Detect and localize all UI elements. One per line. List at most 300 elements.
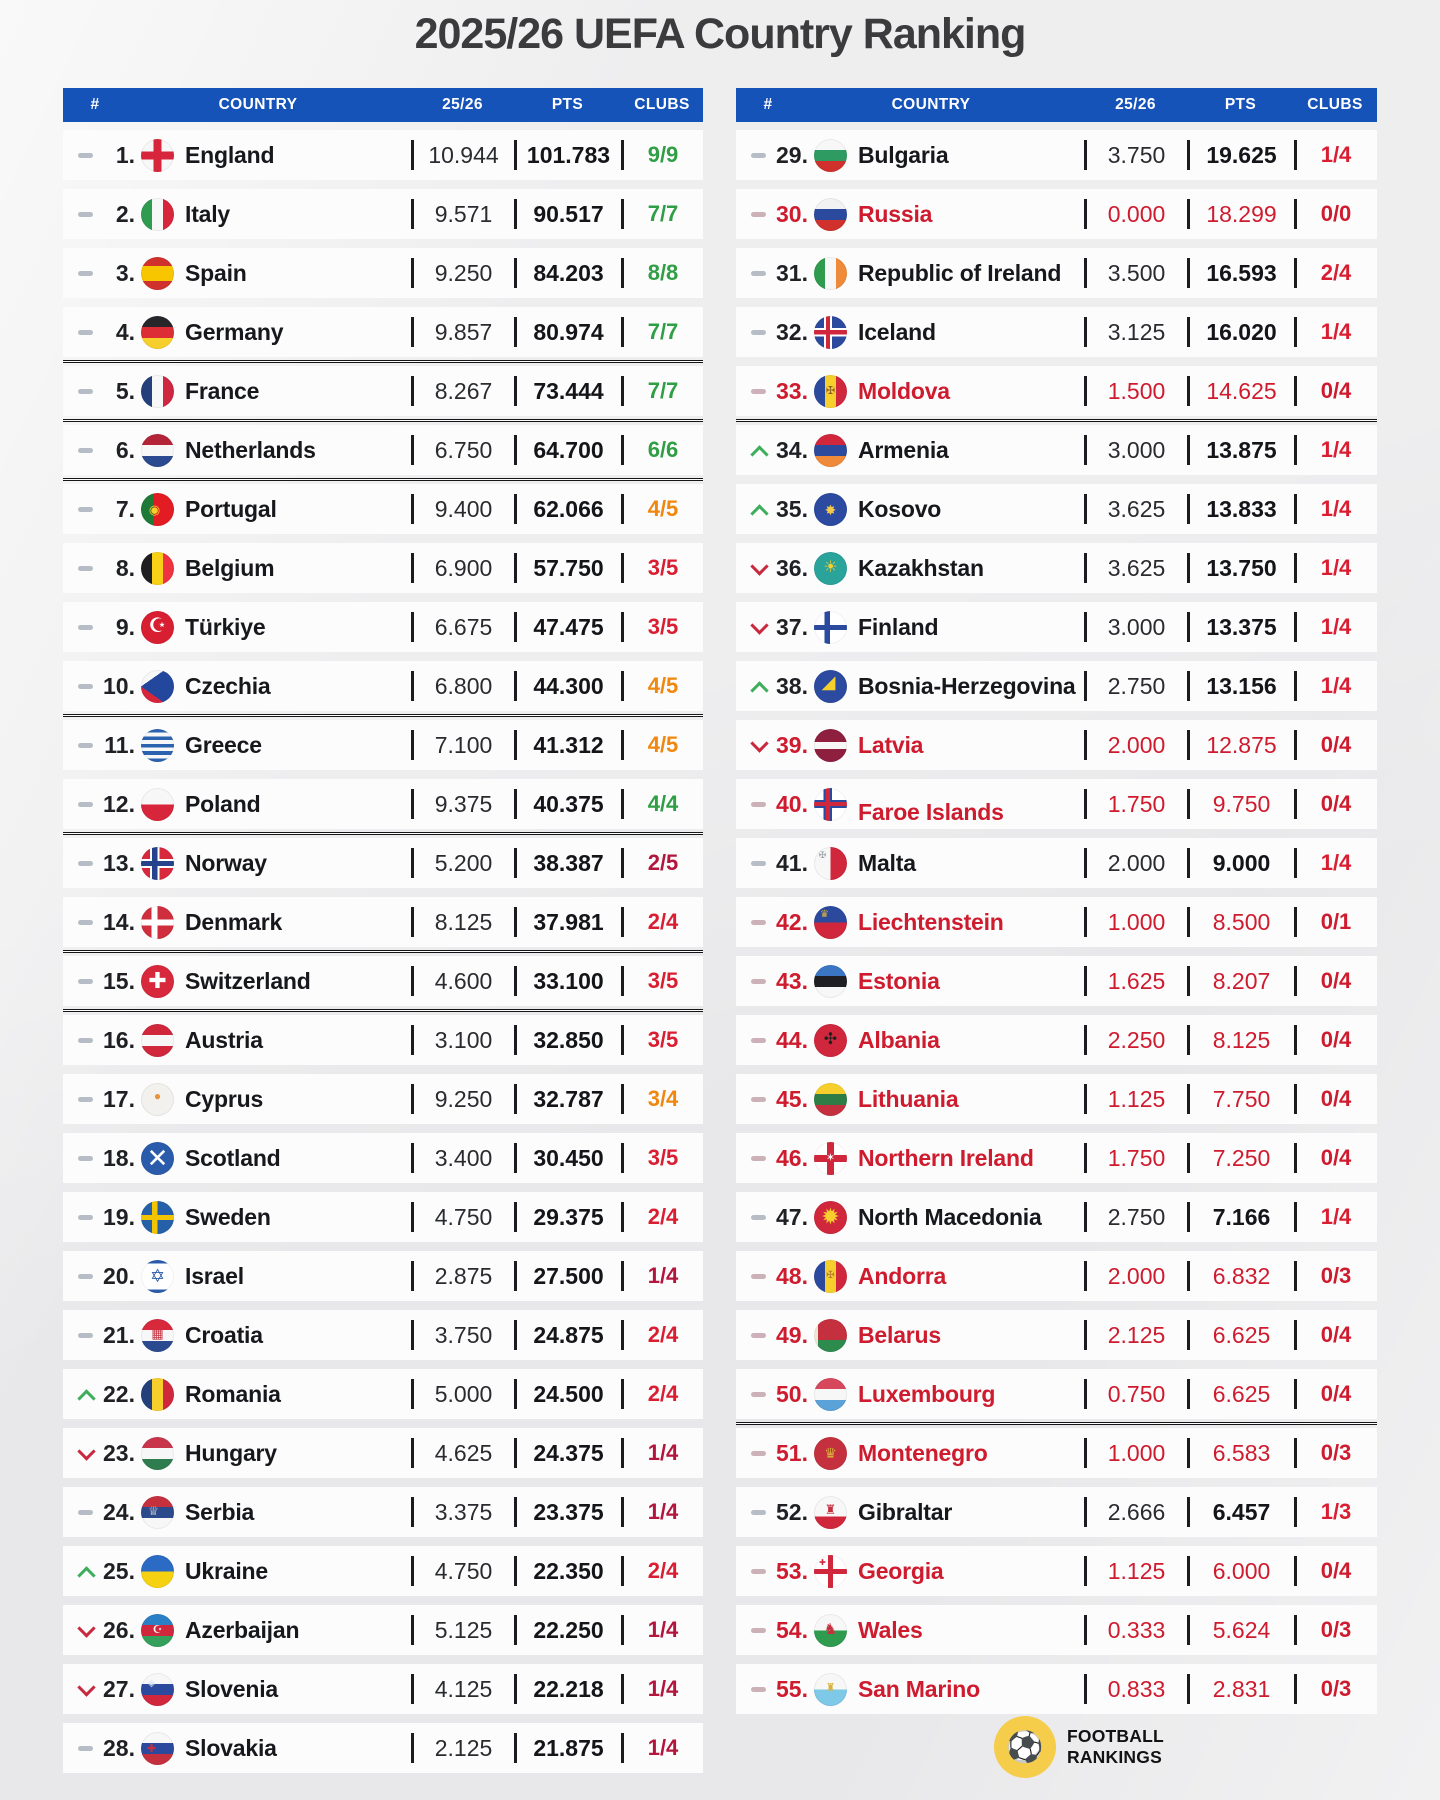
season-points: 0.833 <box>1107 1676 1166 1702</box>
season-points: 9.400 <box>434 496 493 522</box>
total-points: 6.832 <box>1212 1263 1271 1289</box>
clubs-remaining: 7/7 <box>647 378 679 403</box>
flag-emblem-icon: ✠ <box>825 384 836 397</box>
clubs-remaining: 2/4 <box>1320 260 1352 285</box>
country-name: Germany <box>185 319 284 345</box>
flag-emblem-icon: ◈ <box>147 1678 156 1689</box>
rank-number: 41. <box>776 850 808 876</box>
table-row <box>63 425 703 475</box>
country-name: Scotland <box>185 1145 281 1171</box>
table-row <box>736 1251 1377 1301</box>
clubs-remaining: 3/5 <box>647 614 679 639</box>
table-row <box>736 484 1377 534</box>
total-points: 62.066 <box>533 496 604 522</box>
total-points: 44.300 <box>533 673 604 699</box>
clubs-remaining: 4/5 <box>647 673 679 698</box>
clubs-remaining: 0/4 <box>1320 1027 1352 1052</box>
clubs-remaining: 0/4 <box>1320 378 1352 403</box>
country-name: Finland <box>858 614 939 640</box>
clubs-remaining: 1/4 <box>1320 142 1352 167</box>
country-flag-icon <box>141 434 174 467</box>
flag-emblem-icon <box>141 1378 174 1411</box>
table-row <box>736 1310 1377 1360</box>
total-points: 27.500 <box>533 1263 604 1289</box>
season-points: 8.267 <box>434 378 493 404</box>
country-flag-icon <box>141 729 174 762</box>
country-flag-icon <box>814 1260 847 1293</box>
country-name: Republic of Ireland <box>858 260 1062 286</box>
flag-emblem-icon: ☪ <box>152 1623 163 1636</box>
rank-number: 15. <box>103 968 135 994</box>
flag-emblem-icon: ▦ <box>151 1325 164 1341</box>
season-points: 3.100 <box>434 1027 493 1053</box>
table-row <box>736 189 1377 239</box>
clubs-remaining: 1/4 <box>1320 850 1352 875</box>
country-name: Austria <box>185 1027 263 1053</box>
brand-footer <box>994 1716 1164 1778</box>
country-name: Italy <box>185 201 231 227</box>
table-row <box>736 307 1377 357</box>
total-points: 38.387 <box>533 850 604 876</box>
table-row <box>63 602 703 652</box>
country-name: England <box>185 142 275 168</box>
table-row <box>63 543 703 593</box>
rank-number: 34. <box>776 437 808 463</box>
flag-emblem-icon <box>814 729 847 762</box>
flag-emblem-icon <box>141 434 174 467</box>
country-flag-icon <box>141 788 174 821</box>
total-points: 13.156 <box>1206 673 1277 699</box>
rank-number: 5. <box>115 378 135 404</box>
country-name: Romania <box>185 1381 281 1407</box>
country-flag-icon <box>141 198 174 231</box>
clubs-remaining: 0/4 <box>1320 1145 1352 1170</box>
season-points: 2.250 <box>1107 1027 1166 1053</box>
total-points: 6.625 <box>1212 1322 1271 1348</box>
rank-number: 42. <box>776 909 808 935</box>
clubs-remaining: 4/5 <box>647 732 679 757</box>
rank-number: 17. <box>103 1086 135 1112</box>
clubs-remaining: 1/4 <box>1320 437 1352 462</box>
country-name: Denmark <box>185 909 283 935</box>
season-points: 3.625 <box>1107 555 1166 581</box>
rank-number: 13. <box>103 850 135 876</box>
table-row <box>63 189 703 239</box>
brand-line-2: RANKINGS <box>1067 1747 1162 1767</box>
total-points: 9.000 <box>1212 850 1271 876</box>
country-flag-icon <box>141 611 174 644</box>
country-flag-icon <box>141 1732 174 1765</box>
rank-number: 43. <box>776 968 808 994</box>
season-points: 2.125 <box>434 1735 493 1761</box>
rank-number: 47. <box>776 1204 808 1230</box>
season-points: 6.675 <box>434 614 493 640</box>
total-points: 101.783 <box>526 142 611 168</box>
total-points: 16.593 <box>1206 260 1277 286</box>
total-points: 41.312 <box>533 732 604 758</box>
table-row <box>736 1015 1377 1065</box>
clubs-remaining: 1/3 <box>1320 1499 1352 1524</box>
country-name: Netherlands <box>185 437 316 463</box>
flag-emblem-icon <box>814 1319 847 1352</box>
table-row <box>63 838 703 888</box>
rank-number: 55. <box>776 1676 808 1702</box>
country-name: Luxembourg <box>858 1381 996 1407</box>
table-header <box>63 88 703 122</box>
total-points: 14.625 <box>1206 378 1277 404</box>
country-flag-icon <box>814 729 847 762</box>
season-points: 1.625 <box>1107 968 1166 994</box>
country-flag-icon <box>814 788 847 821</box>
flag-emblem-icon <box>141 316 174 349</box>
clubs-remaining: 1/4 <box>647 1499 679 1524</box>
country-name: Poland <box>185 791 261 817</box>
country-name: Sweden <box>185 1204 271 1230</box>
rank-number: 54. <box>776 1617 808 1643</box>
header-pts: PTS <box>1224 96 1257 113</box>
rank-number: 18. <box>103 1145 135 1171</box>
total-points: 24.875 <box>533 1322 604 1348</box>
clubs-remaining: 2/4 <box>647 909 679 934</box>
total-points: 30.450 <box>533 1145 604 1171</box>
table-header <box>736 88 1377 122</box>
flag-emblem-icon <box>814 1378 847 1411</box>
country-flag-icon <box>141 1201 174 1234</box>
table-row <box>736 779 1377 829</box>
season-points: 6.800 <box>434 673 493 699</box>
season-points: 4.125 <box>434 1676 493 1702</box>
table-row <box>63 1546 703 1596</box>
country-flag-icon <box>814 257 847 290</box>
country-name: Lithuania <box>858 1086 959 1112</box>
country-name: Gibraltar <box>858 1499 953 1525</box>
country-name: Portugal <box>185 496 277 522</box>
table-row <box>736 602 1377 652</box>
country-name: Slovakia <box>185 1735 277 1761</box>
table-row <box>63 1369 703 1419</box>
total-points: 24.500 <box>533 1381 604 1407</box>
total-points: 37.981 <box>533 909 604 935</box>
country-name: Northern Ireland <box>858 1145 1034 1171</box>
rank-number: 46. <box>776 1145 808 1171</box>
season-points: 2.000 <box>1107 850 1166 876</box>
season-points: 1.500 <box>1107 378 1166 404</box>
brand-line-1: FOOTBALL <box>1067 1726 1164 1746</box>
country-flag-icon <box>814 375 847 408</box>
rank-number: 4. <box>115 319 135 345</box>
season-points: 9.250 <box>434 1086 493 1112</box>
country-flag-icon <box>814 1437 847 1470</box>
rank-number: 24. <box>103 1499 135 1525</box>
season-points: 5.125 <box>434 1617 493 1643</box>
flag-emblem-icon <box>141 1201 174 1234</box>
season-points: 6.750 <box>434 437 493 463</box>
clubs-remaining: 0/4 <box>1320 1381 1352 1406</box>
country-name: Belarus <box>858 1322 941 1348</box>
country-flag-icon <box>141 257 174 290</box>
clubs-remaining: 3/5 <box>647 1027 679 1052</box>
flag-emblem-icon: ✣ <box>823 1031 838 1048</box>
country-flag-icon <box>814 1673 847 1706</box>
season-points: 1.000 <box>1107 1440 1166 1466</box>
season-points: 0.000 <box>1107 201 1166 227</box>
flag-emblem-icon: ♛ <box>824 1445 837 1461</box>
total-points: 8.207 <box>1212 968 1271 994</box>
country-name: Slovenia <box>185 1676 278 1702</box>
season-points: 4.750 <box>434 1558 493 1584</box>
country-flag-icon <box>814 1201 847 1234</box>
flag-emblem-icon <box>141 552 174 585</box>
rank-number: 33. <box>776 378 808 404</box>
season-points: 8.125 <box>434 909 493 935</box>
country-flag-icon <box>141 1319 174 1352</box>
clubs-remaining: 1/4 <box>1320 614 1352 639</box>
country-name: Faroe Islands <box>858 799 1004 825</box>
rank-number: 28. <box>103 1735 135 1761</box>
brand-name <box>1067 1726 1164 1768</box>
country-flag-icon <box>814 1083 847 1116</box>
country-flag-icon <box>814 670 847 703</box>
total-points: 6.625 <box>1212 1381 1271 1407</box>
rank-number: 29. <box>776 142 808 168</box>
rank-number: 35. <box>776 496 808 522</box>
season-points: 4.600 <box>434 968 493 994</box>
rank-number: 51. <box>776 1440 808 1466</box>
rank-number: 48. <box>776 1263 808 1289</box>
total-points: 80.974 <box>533 319 604 345</box>
country-flag-icon <box>141 1614 174 1647</box>
clubs-remaining: 1/4 <box>1320 496 1352 521</box>
clubs-remaining: 3/5 <box>647 1145 679 1170</box>
season-points: 1.750 <box>1107 791 1166 817</box>
country-flag-icon <box>141 1378 174 1411</box>
header-rank: # <box>763 96 773 113</box>
country-flag-icon <box>814 906 847 939</box>
rank-number: 31. <box>776 260 808 286</box>
clubs-remaining: 2/4 <box>647 1381 679 1406</box>
table-row <box>736 425 1377 475</box>
country-flag-icon <box>814 493 847 526</box>
flag-emblem-icon <box>141 375 174 408</box>
clubs-remaining: 1/4 <box>647 1263 679 1288</box>
total-points: 29.375 <box>533 1204 604 1230</box>
table-row <box>63 779 703 829</box>
clubs-remaining: 0/3 <box>1320 1617 1352 1642</box>
country-flag-icon <box>814 965 847 998</box>
country-flag-icon <box>141 493 174 526</box>
season-points: 3.375 <box>434 1499 493 1525</box>
table-rows-left <box>63 130 703 1773</box>
rank-number: 21. <box>103 1322 135 1348</box>
clubs-remaining: 7/7 <box>647 201 679 226</box>
flag-emblem-icon <box>141 670 174 703</box>
total-points: 16.020 <box>1206 319 1277 345</box>
season-points: 1.125 <box>1107 1558 1166 1584</box>
table-row <box>736 1133 1377 1183</box>
football-rankings-logo-icon: ⚽ <box>994 1716 1056 1778</box>
country-name: Switzerland <box>185 968 311 994</box>
table-row <box>736 543 1377 593</box>
rank-number: 8. <box>115 555 135 581</box>
table-row <box>63 1428 703 1478</box>
group-separator <box>736 1422 1377 1425</box>
total-points: 32.850 <box>533 1027 604 1053</box>
country-flag-icon <box>814 1024 847 1057</box>
table-row <box>736 1546 1377 1596</box>
rank-number: 11. <box>104 732 135 758</box>
flag-emblem-icon <box>814 788 847 821</box>
country-flag-icon <box>814 1142 847 1175</box>
total-points: 57.750 <box>533 555 604 581</box>
rank-number: 37. <box>776 614 808 640</box>
clubs-remaining: 0/3 <box>1320 1440 1352 1465</box>
table-row <box>63 1605 703 1655</box>
rank-number: 38. <box>776 673 808 699</box>
table-row <box>63 1192 703 1242</box>
flag-emblem-icon: ✚ <box>146 1742 157 1755</box>
flag-emblem-icon <box>814 965 847 998</box>
flag-emblem-icon: ✚ <box>148 968 167 993</box>
table-row <box>63 248 703 298</box>
country-name: North Macedonia <box>858 1204 1042 1230</box>
season-points: 2.666 <box>1107 1499 1166 1525</box>
flag-emblem-icon <box>141 1024 174 1057</box>
table-row <box>63 661 703 711</box>
country-flag-icon <box>814 1614 847 1647</box>
ranking-table-left <box>63 88 703 1782</box>
country-name: Croatia <box>185 1322 263 1348</box>
table-row <box>63 1074 703 1124</box>
season-points: 2.000 <box>1107 732 1166 758</box>
flag-emblem-icon: ✶ <box>825 1151 836 1164</box>
season-points: 0.333 <box>1107 1617 1166 1643</box>
country-name: Moldova <box>858 378 950 404</box>
rank-number: 45. <box>776 1086 808 1112</box>
country-name: Spain <box>185 260 247 286</box>
country-name: France <box>185 378 260 404</box>
total-points: 13.875 <box>1206 437 1277 463</box>
total-points: 7.250 <box>1212 1145 1271 1171</box>
country-name: Malta <box>858 850 916 876</box>
season-points: 3.625 <box>1107 496 1166 522</box>
clubs-remaining: 0/4 <box>1320 1322 1352 1347</box>
season-points: 1.750 <box>1107 1145 1166 1171</box>
country-flag-icon <box>814 139 847 172</box>
total-points: 6.583 <box>1212 1440 1271 1466</box>
flag-emblem-icon: ♜ <box>824 1501 837 1517</box>
rank-number: 27. <box>103 1676 135 1702</box>
season-points: 2.000 <box>1107 1263 1166 1289</box>
header-country: COUNTRY <box>218 96 298 113</box>
table-row <box>736 720 1377 770</box>
total-points: 5.624 <box>1212 1617 1271 1643</box>
header-clubs: CLUBS <box>634 96 690 113</box>
table-row <box>63 1487 703 1537</box>
flag-emblem-icon <box>814 198 847 231</box>
country-flag-icon <box>141 847 174 880</box>
country-name: Türkiye <box>185 614 266 640</box>
clubs-remaining: 3/4 <box>647 1086 679 1111</box>
flag-emblem-icon <box>141 257 174 290</box>
total-points: 19.625 <box>1206 142 1277 168</box>
flag-emblem-icon: ✸ <box>824 502 837 518</box>
group-separator <box>63 832 703 835</box>
header-season: 25/26 <box>442 96 483 113</box>
total-points: 7.166 <box>1212 1204 1271 1230</box>
flag-emblem-icon: ◉ <box>148 501 161 517</box>
country-name: Azerbaijan <box>185 1617 300 1643</box>
total-points: 22.250 <box>533 1617 604 1643</box>
table-row <box>736 366 1377 416</box>
header-pts: PTS <box>551 96 584 113</box>
country-flag-icon <box>814 847 847 880</box>
country-flag-icon <box>814 611 847 644</box>
season-points: 2.875 <box>434 1263 493 1289</box>
rank-number: 52. <box>776 1499 808 1525</box>
country-name: Cyprus <box>185 1086 264 1112</box>
header-season: 25/26 <box>1115 96 1156 113</box>
clubs-remaining: 0/4 <box>1320 732 1352 757</box>
flag-emblem-icon: ✹ <box>821 1204 840 1229</box>
country-flag-icon <box>141 1673 174 1706</box>
season-points: 0.750 <box>1107 1381 1166 1407</box>
country-name: Estonia <box>858 968 940 994</box>
country-name: Liechtenstein <box>858 909 1004 935</box>
country-name: Belgium <box>185 555 275 581</box>
country-flag-icon <box>814 1319 847 1352</box>
rank-number: 50. <box>776 1381 808 1407</box>
total-points: 13.375 <box>1206 614 1277 640</box>
rank-number: 19. <box>103 1204 135 1230</box>
rank-number: 49. <box>776 1322 808 1348</box>
country-name: Kazakhstan <box>858 555 984 581</box>
total-points: 12.875 <box>1206 732 1277 758</box>
flag-emblem-icon: ♜ <box>825 1681 836 1694</box>
flag-emblem-icon: ◢ <box>821 672 836 692</box>
table-row <box>63 1251 703 1301</box>
rank-number: 9. <box>115 614 135 640</box>
total-points: 64.700 <box>533 437 604 463</box>
clubs-remaining: 4/5 <box>647 496 679 521</box>
total-points: 18.299 <box>1206 201 1277 227</box>
country-name: Czechia <box>185 673 271 699</box>
rank-number: 20. <box>103 1263 135 1289</box>
flag-emblem-icon <box>814 257 847 290</box>
group-separator <box>63 360 703 363</box>
total-points: 22.350 <box>533 1558 604 1584</box>
country-flag-icon <box>141 965 174 998</box>
season-points: 3.400 <box>434 1145 493 1171</box>
table-row <box>63 130 703 180</box>
country-flag-icon <box>141 906 174 939</box>
table-rows-right <box>736 130 1377 1714</box>
rank-number: 14. <box>103 909 135 935</box>
group-separator <box>736 419 1377 422</box>
season-points: 9.857 <box>434 319 493 345</box>
group-separator <box>63 478 703 481</box>
rank-number: 23. <box>103 1440 135 1466</box>
total-points: 9.750 <box>1212 791 1271 817</box>
clubs-remaining: 7/7 <box>647 319 679 344</box>
flag-emblem-icon <box>141 788 174 821</box>
rank-number: 32. <box>776 319 808 345</box>
country-name: Norway <box>185 850 267 876</box>
rank-number: 30. <box>776 201 808 227</box>
table-row <box>736 1664 1377 1714</box>
rank-number: 25. <box>103 1558 135 1584</box>
table-row <box>736 1605 1377 1655</box>
total-points: 33.100 <box>533 968 604 994</box>
